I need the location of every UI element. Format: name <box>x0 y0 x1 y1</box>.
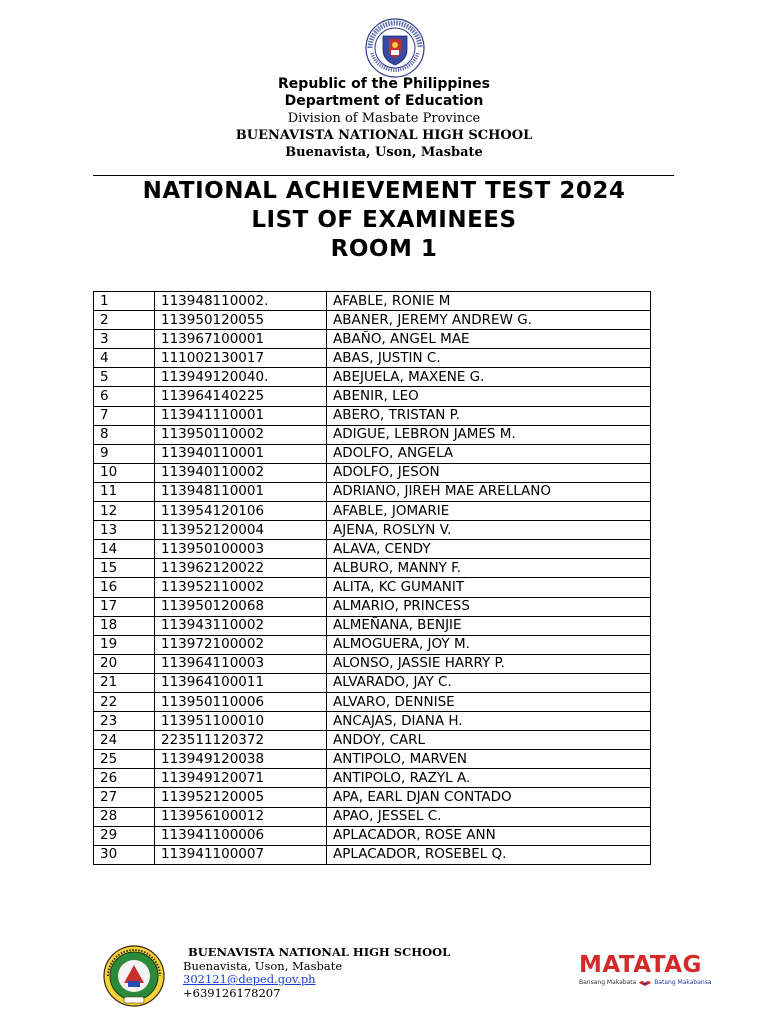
row-name: ALMOGUERA, JOY M. <box>327 635 651 654</box>
row-lrn: 113940110001 <box>155 444 327 463</box>
row-number: 15 <box>94 559 155 578</box>
row-name: ABAS, JUSTIN C. <box>327 349 651 368</box>
matatag-wordmark: MATATAG <box>579 952 702 978</box>
row-lrn: 113941100006 <box>155 826 327 845</box>
row-name: AFABLE, RONIE M <box>327 292 651 311</box>
footer-address: Buenavista, Uson, Masbate <box>183 958 343 973</box>
row-name: APLACADOR, ROSE ANN <box>327 826 651 845</box>
row-name: ANDOY, CARL <box>327 731 651 750</box>
row-lrn: 113950110002 <box>155 425 327 444</box>
row-number: 30 <box>94 845 155 864</box>
school-address: Buenavista, Uson, Masbate <box>285 145 483 160</box>
row-name: ANTIPOLO, RAZYL A. <box>327 769 651 788</box>
row-number: 6 <box>94 387 155 406</box>
row-lrn: 113940110002 <box>155 463 327 482</box>
row-lrn: 113948110001 <box>155 482 327 501</box>
row-lrn: 113941110001 <box>155 406 327 425</box>
document-subtitle: LIST OF EXAMINEES <box>251 207 517 233</box>
document-title: NATIONAL ACHIEVEMENT TEST 2024 <box>142 178 626 204</box>
header-divider <box>93 175 674 176</box>
deped-seal-icon <box>356 18 434 78</box>
footer-email-link[interactable]: 302121@deped.gov.ph <box>183 972 316 986</box>
row-name: ABENIR, LEO <box>327 387 651 406</box>
row-number: 3 <box>94 330 155 349</box>
table-row <box>94 807 651 826</box>
row-name: ANCAJAS, DIANA H. <box>327 712 651 731</box>
table-row <box>94 578 651 597</box>
row-number: 8 <box>94 425 155 444</box>
row-name: AFABLE, JOMARIE <box>327 502 651 521</box>
table-row <box>94 654 651 673</box>
row-lrn: 113950120068 <box>155 597 327 616</box>
room-label: ROOM 1 <box>330 236 438 262</box>
row-number: 13 <box>94 521 155 540</box>
row-lrn: 113950100003 <box>155 540 327 559</box>
table-row <box>94 750 651 769</box>
row-number: 19 <box>94 635 155 654</box>
row-lrn: 113943110002 <box>155 616 327 635</box>
table-row <box>94 311 651 330</box>
table-row <box>94 406 651 425</box>
table-row <box>94 673 651 692</box>
row-name: ADRIANO, JIREH MAE ARELLANO <box>327 482 651 501</box>
row-name: ALVARO, DENNISE <box>327 692 651 711</box>
row-name: AJENA, ROSLYN V. <box>327 521 651 540</box>
row-lrn: 113950110006 <box>155 692 327 711</box>
table-row <box>94 292 651 311</box>
row-number: 16 <box>94 578 155 597</box>
row-number: 21 <box>94 673 155 692</box>
row-number: 14 <box>94 540 155 559</box>
footer-school: BUENAVISTA NATIONAL HIGH SCHOOL <box>188 945 451 959</box>
row-name: ALITA, KC GUMANIT <box>327 578 651 597</box>
table-row <box>94 731 651 750</box>
table-row <box>94 597 651 616</box>
table-row <box>94 444 651 463</box>
school-logo-icon <box>102 945 166 1007</box>
tagline-right: Batang Makabansa <box>654 979 712 986</box>
table-row <box>94 521 651 540</box>
row-name: ANTIPOLO, MARVEN <box>327 750 651 769</box>
row-name: ADIGUE, LEBRON JAMES M. <box>327 425 651 444</box>
matatag-logo <box>579 952 713 992</box>
row-number: 11 <box>94 482 155 501</box>
row-lrn: 113941100007 <box>155 845 327 864</box>
row-lrn: 113949120040. <box>155 368 327 387</box>
row-number: 24 <box>94 731 155 750</box>
tagline-left: Bansang Makabata <box>579 979 637 986</box>
row-name: APA, EARL DJAN CONTADO <box>327 788 651 807</box>
row-number: 12 <box>94 502 155 521</box>
table-row <box>94 788 651 807</box>
row-lrn: 113952110002 <box>155 578 327 597</box>
table-row <box>94 482 651 501</box>
row-name: APLACADOR, ROSEBEL Q. <box>327 845 651 864</box>
row-lrn: 113954120106 <box>155 502 327 521</box>
row-lrn: 113952120005 <box>155 788 327 807</box>
table-row <box>94 540 651 559</box>
row-name: ADOLFO, JESON <box>327 463 651 482</box>
row-number: 9 <box>94 444 155 463</box>
table-row <box>94 330 651 349</box>
row-lrn: 223511120372 <box>155 731 327 750</box>
row-number: 5 <box>94 368 155 387</box>
row-lrn: 113972100002 <box>155 635 327 654</box>
row-lrn: 113964110003 <box>155 654 327 673</box>
department-heading: Department of Education <box>284 93 484 109</box>
division-heading: Division of Masbate Province <box>287 111 481 126</box>
row-lrn: 113951100010 <box>155 712 327 731</box>
row-name: ALBURO, MANNY F. <box>327 559 651 578</box>
row-lrn: 113952120004 <box>155 521 327 540</box>
row-number: 10 <box>94 463 155 482</box>
table-row <box>94 559 651 578</box>
row-lrn: 111002130017 <box>155 349 327 368</box>
republic-heading: Republic of the Philippines <box>278 76 490 92</box>
table-row <box>94 425 651 444</box>
table-row <box>94 845 651 864</box>
row-name: ABEJUELA, MAXENE G. <box>327 368 651 387</box>
row-number: 22 <box>94 692 155 711</box>
row-lrn: 113948110002. <box>155 292 327 311</box>
footer-contact <box>183 946 450 1000</box>
table-row <box>94 826 651 845</box>
table-row <box>94 692 651 711</box>
row-number: 17 <box>94 597 155 616</box>
row-lrn: 113950120055 <box>155 311 327 330</box>
row-lrn: 113949120071 <box>155 769 327 788</box>
row-number: 18 <box>94 616 155 635</box>
row-number: 26 <box>94 769 155 788</box>
footer-phone: +639126178207 <box>183 985 281 1000</box>
table-row <box>94 463 651 482</box>
row-name: ABAÑO, ANGEL MAE <box>327 330 651 349</box>
row-name: ALMARIO, PRINCESS <box>327 597 651 616</box>
row-number: 25 <box>94 750 155 769</box>
row-name: ALVARADO, JAY C. <box>327 673 651 692</box>
row-number: 27 <box>94 788 155 807</box>
row-lrn: 113964140225 <box>155 387 327 406</box>
row-lrn: 113967100001 <box>155 330 327 349</box>
row-lrn: 113964100011 <box>155 673 327 692</box>
heart-hands-icon <box>638 979 652 986</box>
row-lrn: 113962120022 <box>155 559 327 578</box>
table-row <box>94 502 651 521</box>
row-number: 7 <box>94 406 155 425</box>
matatag-tagline <box>579 978 713 988</box>
table-row <box>94 349 651 368</box>
row-name: APAO, JESSEL C. <box>327 807 651 826</box>
school-heading: BUENAVISTA NATIONAL HIGH SCHOOL <box>235 128 533 143</box>
examinees-table <box>93 291 651 865</box>
table-row <box>94 712 651 731</box>
row-name: ALAVA, CENDY <box>327 540 651 559</box>
row-lrn: 113949120038 <box>155 750 327 769</box>
table-row <box>94 635 651 654</box>
table-row <box>94 368 651 387</box>
table-row <box>94 769 651 788</box>
row-name: ADOLFO, ANGELA <box>327 444 651 463</box>
row-name: ALONSO, JASSIE HARRY P. <box>327 654 651 673</box>
row-lrn: 113956100012 <box>155 807 327 826</box>
row-name: ABANER, JEREMY ANDREW G. <box>327 311 651 330</box>
row-name: ALMEÑANA, BENJIE <box>327 616 651 635</box>
row-number: 20 <box>94 654 155 673</box>
row-number: 29 <box>94 826 155 845</box>
row-number: 28 <box>94 807 155 826</box>
row-number: 1 <box>94 292 155 311</box>
row-number: 2 <box>94 311 155 330</box>
row-number: 23 <box>94 712 155 731</box>
row-number: 4 <box>94 349 155 368</box>
row-name: ABERO, TRISTAN P. <box>327 406 651 425</box>
table-row <box>94 616 651 635</box>
table-row <box>94 387 651 406</box>
